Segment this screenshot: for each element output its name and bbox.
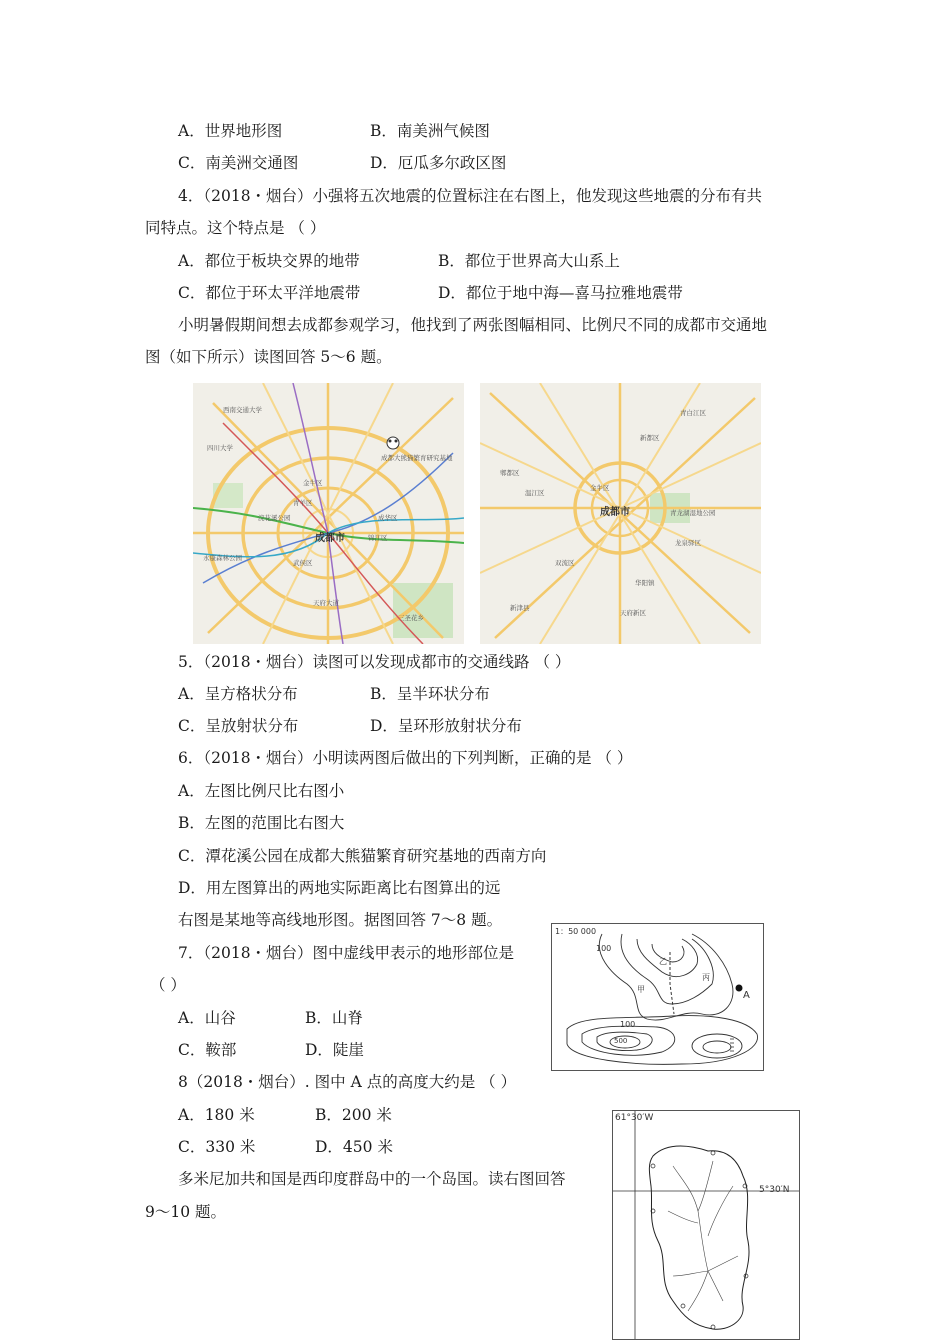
q4-option-a: A．都位于板块交界的地带: [178, 252, 360, 270]
q8-stem: 8（2018・烟台）. 图中 A 点的高度大约是 （ ）: [178, 1073, 517, 1091]
q8-option-b: B．200 米: [315, 1106, 392, 1124]
island-latitude-label: 5°30′N: [759, 1185, 790, 1195]
left-map-label-8: 金牛区: [303, 479, 323, 487]
left-map-label-11: 天府大道: [313, 599, 339, 607]
intro-7-8: 右图是某地等高线地形图。据图回答 7～8 题。: [178, 911, 503, 929]
point-a-marker: [736, 985, 743, 992]
right-map-label-4: 龙泉驿区: [675, 539, 701, 547]
contour-map: [551, 923, 764, 1071]
left-map-city-label: 成都市: [315, 533, 345, 544]
q5-stem: 5．（2018・烟台）读图可以发现成都市的交通线路 （ ）: [178, 653, 571, 671]
chengdu-map-left: [193, 383, 464, 644]
right-map-label-1: 郫都区: [500, 469, 520, 477]
q8-option-d: D．450 米: [315, 1138, 393, 1156]
q7-option-a: A．山谷: [178, 1009, 236, 1027]
q4-option-c: C．都位于环太平洋地震带: [178, 284, 361, 302]
q6-option-c: C．潭花溪公园在成都大熊猫繁育研究基地的西南方向: [178, 847, 547, 865]
intro-9-10-line1: 多米尼加共和国是西印度群岛中的一个岛国。读右图回答: [178, 1170, 566, 1188]
contour-lines: [552, 924, 763, 1070]
island-outline: [613, 1111, 799, 1339]
q4-option-b: B．都位于世界高大山系上: [438, 252, 620, 270]
q6-option-a: A．左图比例尺比右图小: [178, 782, 345, 800]
right-map-label-9: 金牛区: [590, 484, 610, 492]
right-map-label-5: 青白江区: [680, 409, 706, 417]
contour-point-a: A: [743, 990, 750, 1001]
island-longitude-label: 61°30′W: [615, 1113, 654, 1123]
left-map-label-0: 西南交通大学: [223, 406, 262, 414]
right-map-label-3: 双流区: [555, 559, 575, 567]
left-map-label-6: 锦江区: [368, 534, 388, 542]
intro-5-6-line1: 小明暑假期间想去成都参观学习，他找到了两张图幅相同、比例尺不同的成都市交通地: [178, 316, 768, 334]
chengdu-map-right: [480, 383, 761, 644]
right-map-label-7: 华阳镇: [635, 579, 655, 587]
contour-label-bing: 丙: [702, 973, 710, 982]
contour-label-100b: 100: [620, 1020, 636, 1029]
right-map-label-6: 新津县: [510, 604, 530, 612]
left-map-label-9: 成都大熊猫繁育研究基地: [381, 454, 453, 462]
q8-option-a: A．180 米: [178, 1106, 255, 1124]
left-map-label-1: 四川大学: [207, 444, 233, 452]
q6-option-d: D．用左图算出的两地实际距离比右图算出的远: [178, 879, 501, 897]
q7-option-b: B．山脊: [305, 1009, 363, 1027]
q3-option-a: A．世界地形图: [178, 122, 283, 140]
contour-scale: 1：50 000: [555, 927, 597, 936]
q7-stem-line2: （ ）: [150, 976, 186, 994]
intro-9-10-line2: 9～10 题。: [145, 1203, 227, 1221]
q3-option-c: C．南美洲交通图: [178, 154, 299, 172]
q7-stem-line1: 7．（2018・烟台）图中虚线甲表示的地形部位是: [178, 944, 515, 962]
q6-option-b: B．左图的范围比右图大: [178, 814, 345, 832]
left-map-label-10: 三圣花乡: [398, 614, 424, 622]
q3-option-d: D．厄瓜多尔政区图: [370, 154, 507, 172]
q8-option-c: C．330 米: [178, 1138, 256, 1156]
contour-label-500: 500: [614, 1037, 628, 1045]
dominica-map: [612, 1110, 800, 1340]
q5-option-b: B．呈半环状分布: [370, 685, 490, 703]
left-map-label-4: 青羊区: [293, 499, 313, 507]
right-map-label-10: 天府新区: [620, 609, 646, 617]
intro-5-6-line2: 图（如下所示）读图回答 5～6 题。: [145, 348, 392, 366]
contour-label-100a: 100: [596, 944, 612, 953]
q4-option-d: D．都位于地中海—喜马拉雅地震带: [438, 284, 683, 302]
left-map-label-2: 永康森林公园: [203, 554, 242, 562]
right-map-label-0: 新都区: [640, 434, 660, 442]
q6-stem: 6．（2018・烟台）小明读两图后做出的下列判断，正确的是 （ ）: [178, 749, 633, 767]
contour-label-yi: 乙: [659, 957, 667, 966]
left-map-label-5: 武侯区: [293, 559, 313, 567]
right-map-city-label: 成都市: [600, 507, 630, 518]
q4-stem-line2: 同特点。这个特点是 （ ）: [145, 219, 326, 237]
q5-option-c: C．呈放射状分布: [178, 717, 299, 735]
left-map-label-3: 浣花溪公园: [258, 514, 291, 522]
contour-label-jia: 甲: [637, 985, 645, 994]
right-map-label-2: 温江区: [525, 489, 545, 497]
q7-option-c: C．鞍部: [178, 1041, 237, 1059]
q5-option-a: A．呈方格状分布: [178, 685, 298, 703]
left-map-label-7: 成华区: [378, 514, 398, 522]
q3-option-b: B．南美洲气候图: [370, 122, 490, 140]
right-map-label-8: 青龙湖湿地公园: [670, 509, 716, 517]
q4-stem-line1: 4．（2018・烟台）小强将五次地震的位置标注在右图上，他发现这些地震的分布有共: [178, 187, 763, 205]
q5-option-d: D．呈环形放射状分布: [370, 717, 522, 735]
q7-option-d: D．陡崖: [305, 1041, 364, 1059]
